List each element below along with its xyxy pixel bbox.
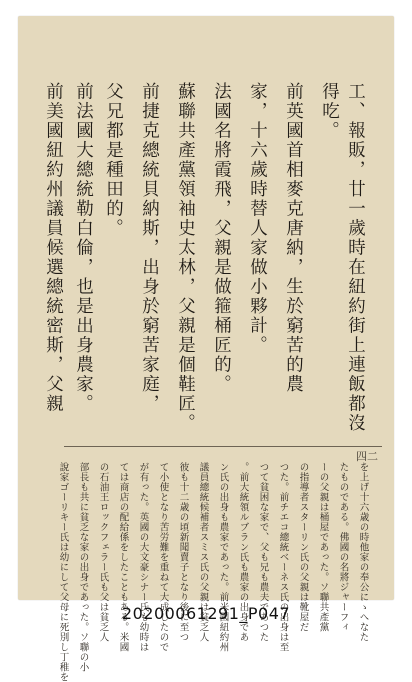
notes-text-column: 。前大統領ルブラン氏も農家の出身であ [237,462,249,642]
notes-text-column: 議員總統候補者スミス氏の父親は貧乏人 [197,462,209,642]
notes-text-column: て小使となり苦労難を重ねて大成したので [157,462,169,652]
notes-text-column: つた。前チエコ總統ベーネス氏の出身は至 [277,462,289,652]
notes-text-column: を上げ十六歳の時他家の奉公にゝへなた [357,462,369,642]
notes-text-column: が有った。英國の大文豪シナー氏も幼時は [137,462,149,652]
section-divider [64,446,382,447]
notes-text-column: の指導者スターリン氏の父親は靴屋だ [297,462,309,632]
notes-text-column: つて貧困な家で、父も兄も農夫であつた [257,462,269,642]
main-text-column: 前英國首相麥克唐納，生於窮苦的農 [283,82,304,394]
image-caption: 20200061291_P047 [121,604,291,623]
main-text-column: 法國名將霞飛，父親是做箍桶匠的。 [211,82,232,394]
main-text-column: 工、報販，廿一歲時在紐約街上連飯都沒 [345,82,366,433]
notes-text-column: 說家ゴーリキー氏は幼にして父母に死別し丁稚を [57,462,69,682]
main-text-column: 前法國大總統勒白倫，也是出身農家。 [73,82,94,414]
notes-text-column: たものである。佛國の名將ジャーフィ [337,462,349,632]
main-text-column: 蘇聯共產黨領袖史太林，父親是個鞋匠。 [175,82,196,433]
notes-text-column: の石油王ロックフェラー氏も父は貧乏人 [97,462,109,642]
main-text-column: 父兄都是種田的。 [103,82,124,238]
notes-text-column: 部長も共に貧乏な家の出身であった。ソ聯の小 [77,462,89,672]
notes-text-column: 彼も十二歳の頃新聞賣子となり後に至つ [177,462,189,642]
page-number: 四二 [356,450,378,463]
main-text-column: 得吃。 [319,82,340,141]
notes-text-column: ては商店の配給係をしたこともある。米國 [117,462,129,652]
main-text-column: 前捷克總統貝納斯，出身於窮苦家庭， [139,82,160,414]
main-text-column: 前美國紐約州議員候選總統密斯，父親 [43,82,64,414]
notes-text-column: ーの父親は桶屋であった。ソ聯共產黨 [317,462,329,632]
notes-text-column: ン氏の出身も農家であった。前米國紐約州 [217,462,229,652]
main-text-column: 家，十六歲時替人家做小夥計。 [247,82,268,355]
